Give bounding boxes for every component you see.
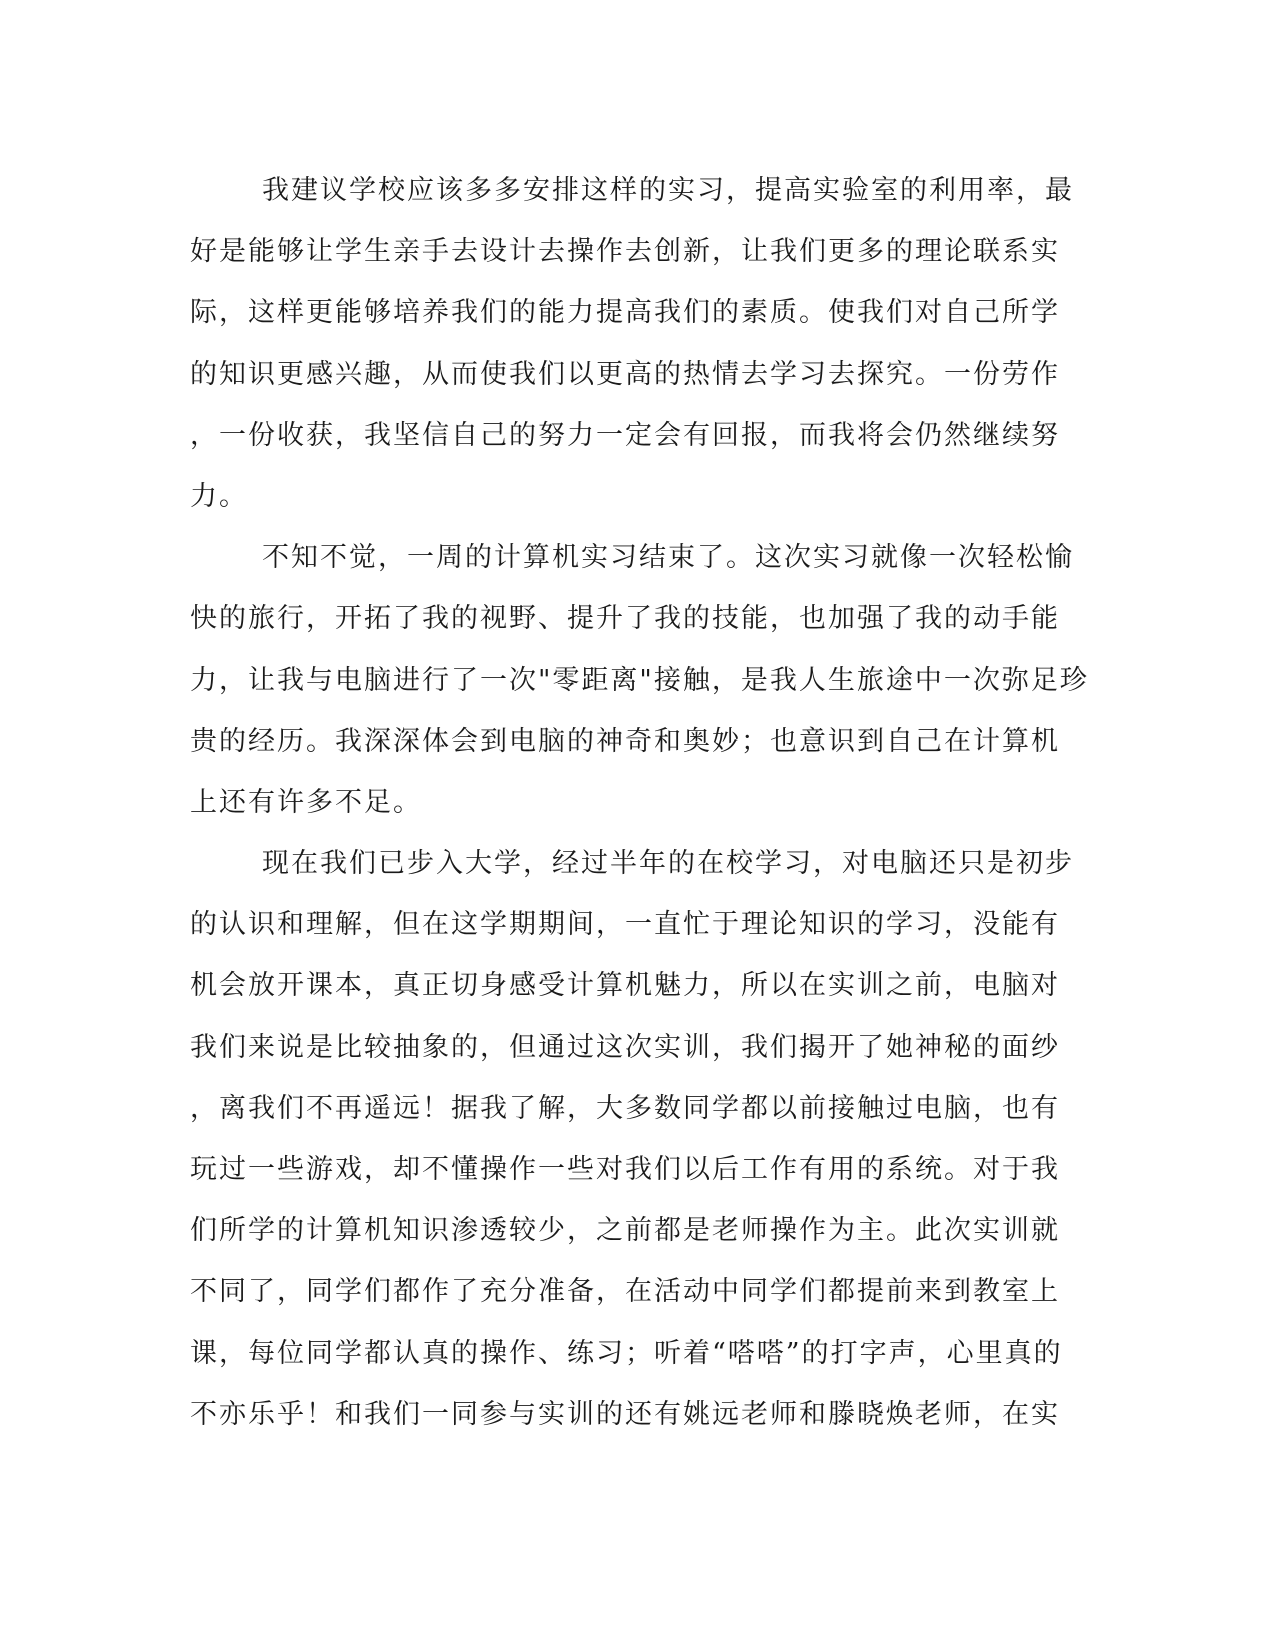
- text-line: 我建议学校应该多多安排这样的实习，提高实验室的利用率，最: [262, 175, 1074, 206]
- document-body: [190, 160, 1090, 1445]
- text-line: 快的旅行，开拓了我的视野、提升了我的技能，也加强了我的动手能: [190, 603, 1060, 635]
- paragraph-suggestion: [190, 160, 1090, 527]
- text-line: 我们来说是比较抽象的，但通过这次实训，我们揭开了她神秘的面纱: [190, 1031, 1060, 1063]
- text-line: 的知识更感兴趣，从而使我们以更高的热情去学习去探究。一份劳作: [190, 358, 1060, 390]
- text-line: 玩过一些游戏，却不懂操作一些对我们以后工作有用的系统。对于我: [190, 1154, 1060, 1185]
- text-line: 的认识和理解，但在这学期期间，一直忙于理论知识的学习，没能有: [190, 909, 1060, 941]
- text-line: 力。: [190, 480, 248, 512]
- text-line: 不知不觉，一周的计算机实习结束了。这次实习就像一次轻松愉: [262, 542, 1074, 574]
- text-line: 不亦乐乎！和我们一同参与实训的还有姚远老师和滕晓焕老师，在实: [190, 1398, 1060, 1430]
- text-line: 上还有许多不足。: [190, 786, 422, 818]
- text-line: ，一份收获，我坚信自己的努力一定会有回报，而我将会仍然继续努: [190, 419, 1060, 451]
- text-line: ，离我们不再遥远！据我了解，大多数同学都以前接触过电脑，也有: [190, 1092, 1060, 1124]
- text-line: 现在我们已步入大学，经过半年的在校学习，对电脑还只是初步: [262, 848, 1074, 880]
- text-line: 好是能够让学生亲手去设计去操作去创新，让我们更多的理论联系实: [190, 236, 1060, 268]
- text-line: 课，每位同学都认真的操作、练习；听着“嗒嗒”的打字声，心里真的: [190, 1337, 1063, 1369]
- text-line: 际，这样更能够培养我们的能力提高我们的素质。使我们对自己所学: [190, 297, 1060, 329]
- paragraph-university-study: [190, 833, 1090, 1445]
- text-line: 不同了，同学们都作了充分准备，在活动中同学们都提前来到教室上: [190, 1276, 1060, 1308]
- paragraph-internship-end: [190, 527, 1090, 833]
- text-line: 贵的经历。我深深体会到电脑的神奇和奥妙；也意识到自己在计算机: [190, 725, 1060, 757]
- text-line: 力，让我与电脑进行了一次"零距离"接触，是我人生旅途中一次弥足珍: [190, 664, 1089, 696]
- text-line: 机会放开课本，真正切身感受计算机魅力，所以在实训之前，电脑对: [190, 970, 1060, 1002]
- text-line: 们所学的计算机知识渗透较少，之前都是老师操作为主。此次实训就: [190, 1215, 1060, 1247]
